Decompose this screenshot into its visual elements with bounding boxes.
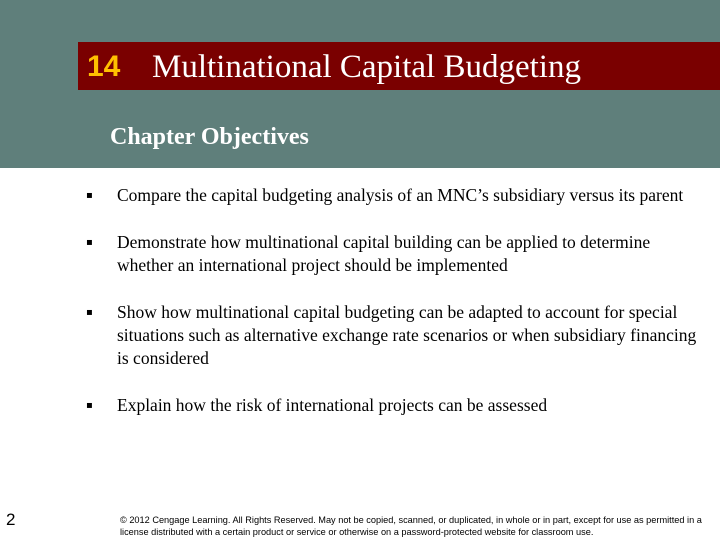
objectives-list [84,184,702,441]
chapter-number: 14 [87,50,121,83]
square-bullet-icon: ▪ [86,400,93,411]
square-bullet-icon: ▪ [86,307,93,318]
objective-item [84,231,702,277]
copyright-notice: © 2012 Cengage Learning. All Rights Reserved. May not be copied, scanned, or duplicated, in whole or in part, except for use as permitted in a license distributed with a certain product or service or otherwise on a password-protected website for classroom use. [120,515,702,537]
objective-text: Compare the capital budgeting analysis of an MNC’s subsidiary versus its parent [117,185,684,205]
objective-text: Show how multinational capital budgeting can be adapted to account for special situations such as alternative exchange rate scenarios or when subsidiary financing is considered [117,302,697,368]
slide-subtitle: Chapter Objectives [110,124,309,150]
objective-item [84,184,702,207]
chapter-title: Multinational Capital Budgeting [152,49,581,85]
square-bullet-icon: ▪ [86,237,93,248]
objective-text: Explain how the risk of international projects can be assessed [117,395,548,415]
objective-item [84,301,702,370]
page-number: 2 [6,510,16,529]
square-bullet-icon: ▪ [86,190,93,201]
objective-text: Demonstrate how multinational capital building can be applied to determine whether an international project should be implemented [117,232,651,275]
objective-item [84,394,702,417]
